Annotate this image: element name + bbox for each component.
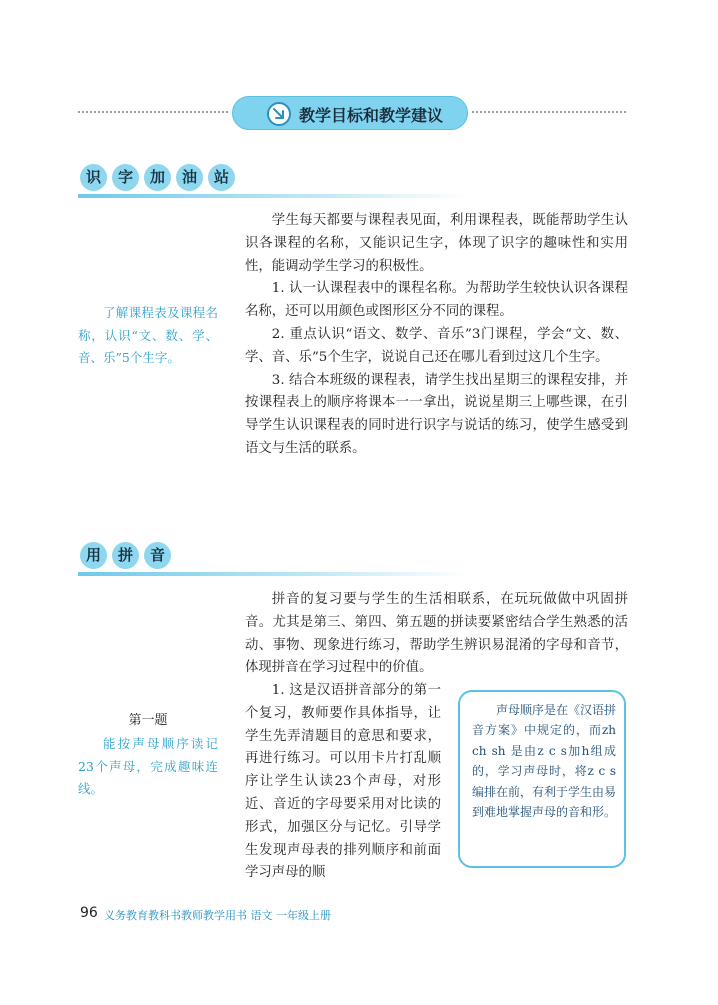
note-box-content: 声母顺序是在《汉语拼音方案》中规定的，而zh ch sh 是由z c s加h组成的，学习声母时，将z c s编排在前，有利于学生由易到难地掌握声母的音和形。	[472, 703, 617, 820]
heading-char: 字	[112, 164, 139, 191]
section-underline	[78, 572, 468, 576]
paragraph: 1. 这是汉语拼音部分的第一个复习，教师要作具体指导，让学生先弄清题目的意思和要求，再进行练习。可以用卡片打乱顺序让学生认读23个声母，对形近、音近的字母要采用对比读的形式，加强区分与记忆。引导学生发现声母表的排列顺序和前面学习声母的顺	[245, 683, 441, 881]
heading-char: 站	[208, 164, 235, 191]
paragraph: 2. 重点认识“语文、数学、音乐”3门课程，学会“文、数、学、音、乐”5个生字，说说自己还在哪儿看到过这几个生字。	[245, 326, 628, 365]
paragraph: 3. 结合本班级的课程表，请学生找出星期三的课程安排，并按课程表上的顺序将课本一一拿出，说说星期三上哪些课，在引导学生认识课程表的同时进行识字与说话的练习，使学生感受到语文与生活的联系。	[245, 372, 628, 456]
section-body-literacy	[245, 210, 628, 461]
arrow-down-right-icon	[267, 102, 291, 126]
sidebar-note-pinyin	[78, 733, 218, 801]
paragraph: 学生每天都要与课程表见面，利用课程表，既能帮助学生认识各课程的名称，又能识记生字，体现了识字的趣味性和实用性，能调动学生学习的积极性。	[245, 213, 628, 274]
paragraph: 1. 认一认课程表中的课程名称。为帮助学生较快认识各课程名称，还可以用颜色或图形区分不同的课程。	[245, 281, 628, 320]
banner-divider-left	[78, 111, 228, 113]
sidebar-note-text: 能按声母顺序读记23个声母，完成趣味连线。	[78, 736, 218, 796]
note-box	[458, 690, 626, 868]
heading-char: 音	[144, 542, 171, 569]
note-box-text	[472, 700, 616, 822]
section-heading-pinyin	[78, 542, 178, 572]
section-heading-literacy	[78, 164, 238, 194]
heading-char: 用	[80, 542, 107, 569]
banner-divider-right	[472, 111, 626, 113]
item-1-text	[245, 680, 441, 885]
sidebar-note-literacy	[78, 302, 218, 370]
heading-char: 拼	[112, 542, 139, 569]
page-number: 96	[80, 905, 98, 921]
heading-char: 油	[176, 164, 203, 191]
sidebar-note-text: 了解课程表及课程名称，认识“文、数、学、音、乐”5个生字。	[78, 305, 218, 365]
heading-char: 识	[80, 164, 107, 191]
paragraph: 拼音的复习要与学生的生活相联系，在玩玩做做中巩固拼音。尤其是第三、第四、第五题的拼读要紧密结合学生熟悉的活动、事物、现象进行练习，帮助学生辨识易混淆的字母和音节，体现拼音在学习过程中的价值。	[245, 592, 628, 676]
section-intro-pinyin	[245, 589, 628, 680]
heading-char: 加	[144, 164, 171, 191]
section-banner	[232, 96, 468, 130]
banner-title: 教学目标和教学建议	[299, 106, 444, 125]
sidebar-title: 第一题	[128, 713, 168, 728]
section-underline	[78, 194, 468, 198]
book-title: 义务教育教科书教师教学用书 语文 一年级上册	[104, 909, 331, 922]
